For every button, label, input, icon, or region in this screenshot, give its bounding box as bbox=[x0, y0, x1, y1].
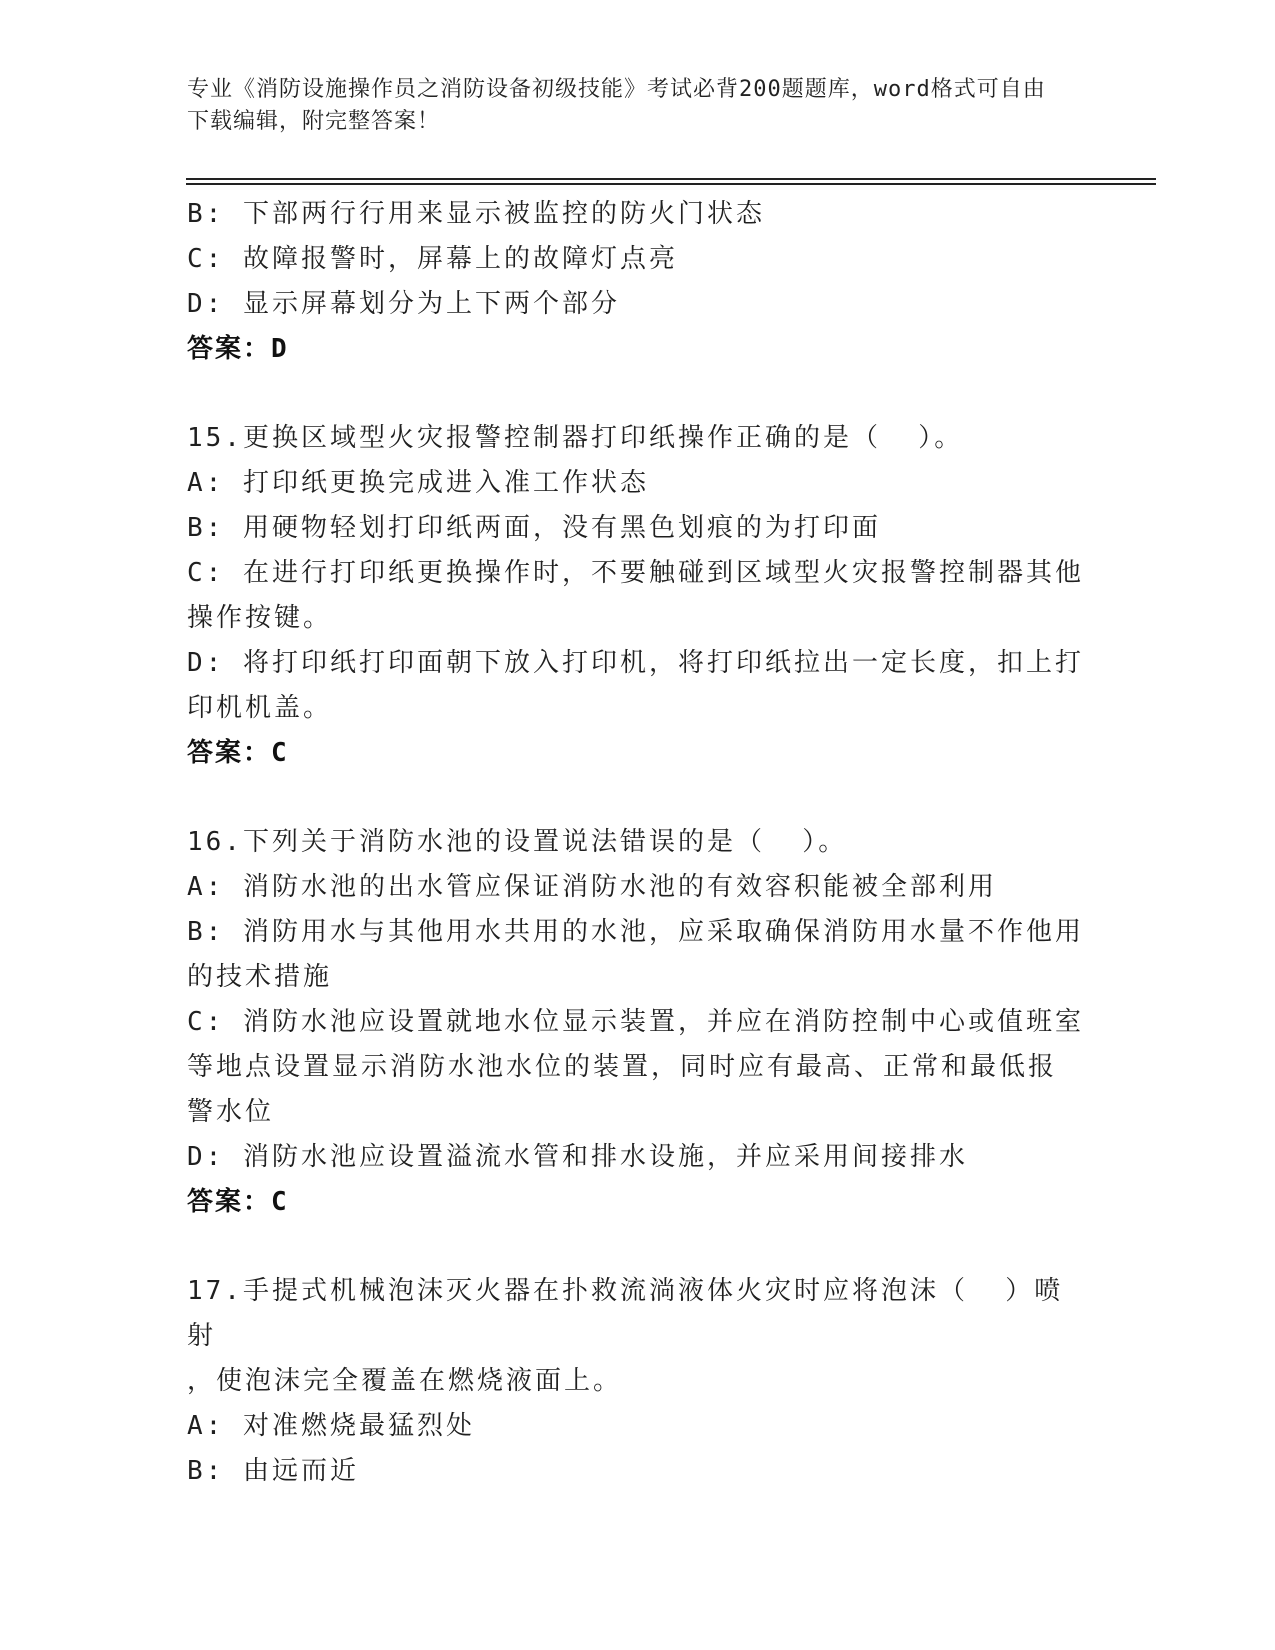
document-header: 专业《消防设施操作员之消防设备初级技能》考试必背200题题库，word格式可自由下载编辑，附完整答案！ bbox=[187, 77, 1046, 134]
q17-option-b: B: 由远而近 bbox=[187, 1456, 359, 1486]
q16-option-c: C: 消防水池应设置就地水位显示装置，并应在消防控制中心或值班室 bbox=[187, 1007, 1084, 1037]
question-17 bbox=[187, 1269, 1087, 1494]
header-rule-top bbox=[186, 178, 1156, 180]
q17-option-a: A: 对准燃烧最猛烈处 bbox=[187, 1411, 475, 1441]
q15-option-c: C: 在进行打印纸更换操作时，不要触碰到区域型火灾报警控制器其他 bbox=[187, 558, 1084, 588]
q17-question-continued: ，使泡沫完全覆盖在燃烧液面上。 bbox=[187, 1366, 623, 1396]
spacer bbox=[187, 776, 1087, 820]
spacer bbox=[187, 1225, 1087, 1269]
question-16 bbox=[187, 820, 1087, 1225]
q14-option-d: D: 显示屏幕划分为上下两个部分 bbox=[187, 289, 620, 319]
question-15 bbox=[187, 416, 1087, 776]
q16-question: 16.下列关于消防水池的设置说法错误的是（ ）。 bbox=[187, 827, 848, 857]
q16-option-d: D: 消防水池应设置溢流水管和排水设施，并应采用间接排水 bbox=[187, 1142, 968, 1172]
q15-question: 15.更换区域型火灾报警控制器打印纸操作正确的是（ ）。 bbox=[187, 423, 964, 453]
question-14 bbox=[187, 192, 1087, 372]
q15-option-d: D: 将打印纸打印面朝下放入打印机，将打印纸拉出一定长度，扣上打 bbox=[187, 648, 1084, 678]
q16-option-b-continued: 的技术措施 bbox=[187, 962, 333, 992]
q16-option-c-continued-2: 警水位 bbox=[187, 1097, 275, 1127]
q16-option-b: B: 消防用水与其他用水共用的水池，应采取确保消防用水量不作他用 bbox=[187, 917, 1084, 947]
document-body bbox=[187, 192, 1087, 1494]
q15-answer: 答案：C bbox=[187, 738, 289, 768]
q15-option-a: A: 打印纸更换完成进入准工作状态 bbox=[187, 468, 649, 498]
q15-option-d-continued: 印机机盖。 bbox=[187, 693, 333, 723]
q15-option-b: B: 用硬物轻划打印纸两面，没有黑色划痕的为打印面 bbox=[187, 513, 881, 543]
q15-option-c-continued: 操作按键。 bbox=[187, 603, 333, 633]
q17-question: 17.手提式机械泡沫灭火器在扑救流淌液体火灾时应将泡沫（ ）喷射 bbox=[187, 1276, 1064, 1351]
q14-option-b: B: 下部两行行用来显示被监控的防火门状态 bbox=[187, 199, 765, 229]
q16-answer: 答案：C bbox=[187, 1187, 289, 1217]
header-rule-bottom bbox=[186, 183, 1156, 185]
q16-option-a: A: 消防水池的出水管应保证消防水池的有效容积能被全部利用 bbox=[187, 872, 997, 902]
q14-answer: 答案：D bbox=[187, 334, 289, 364]
q16-option-c-continued: 等地点设置显示消防水池水位的装置，同时应有最高、正常和最低报 bbox=[187, 1052, 1058, 1082]
q14-option-c: C: 故障报警时，屏幕上的故障灯点亮 bbox=[187, 244, 678, 274]
spacer bbox=[187, 372, 1087, 416]
